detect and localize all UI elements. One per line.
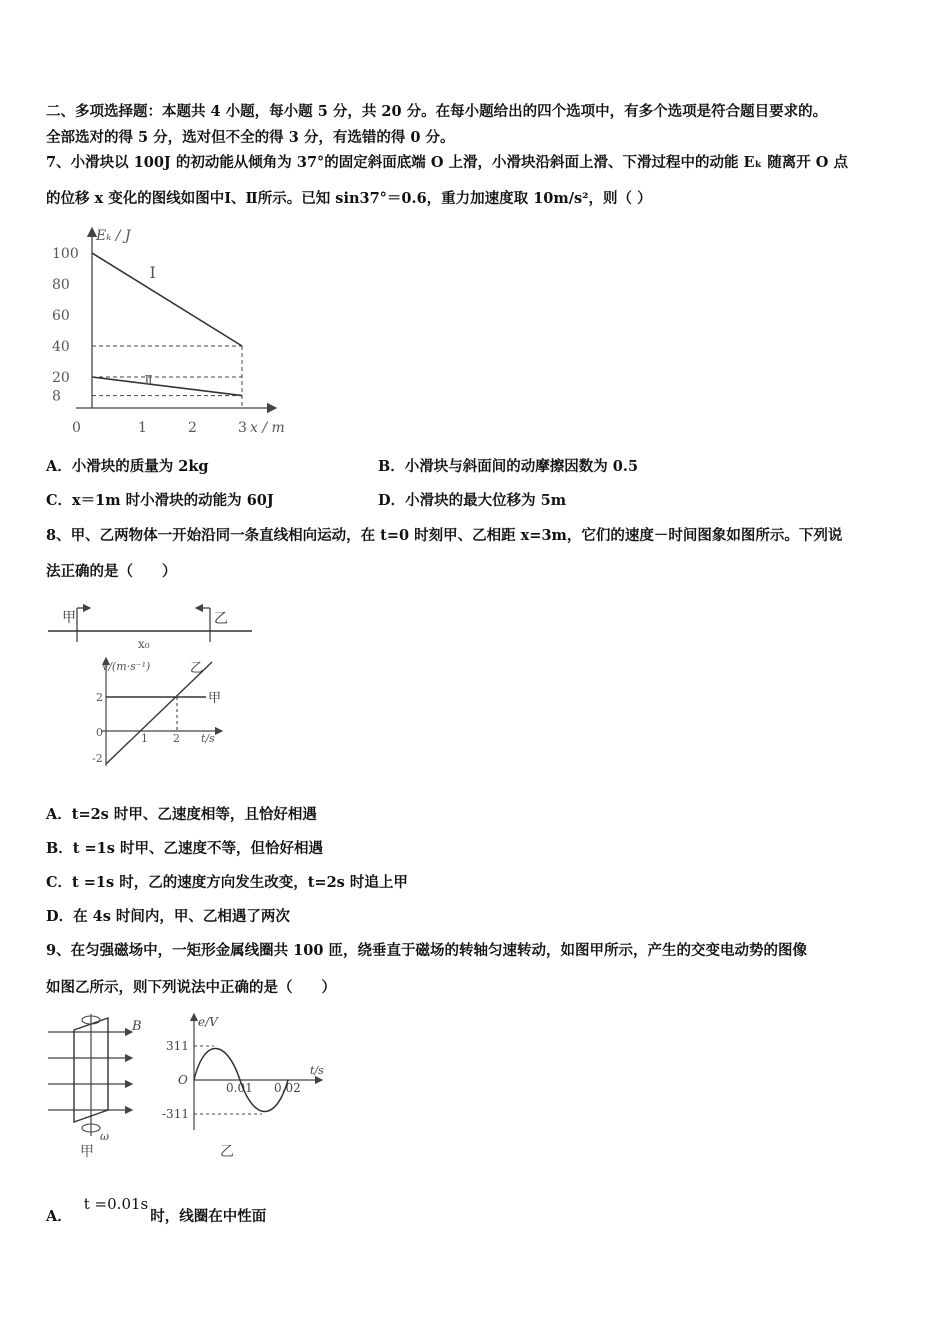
q7-ytick-100: 100	[52, 246, 79, 262]
q9-coil-diagram	[48, 1014, 142, 1160]
q9-e-t-graph	[162, 1014, 324, 1160]
q8-yi-label: 乙	[214, 611, 228, 627]
q8-figure	[44, 598, 264, 782]
q7-xtick-0: 0	[72, 420, 81, 436]
q9-origin-label: O	[178, 1073, 188, 1087]
q9-ytick-neg311: -311	[162, 1107, 189, 1121]
q9-stem-line1: 9、在匀强磁场中，一矩形金属线圈共 100 匝，绕垂直于磁场的转轴匀速转动，如图甲所示，产生的交变电动势的图像	[46, 942, 807, 959]
q9-option-a-text: 时，线圈在中性面	[150, 1208, 267, 1225]
q8-option-c[interactable]: C．t =1s 时，乙的速度方向发生改变，t=2s 时追上甲	[46, 874, 408, 891]
q9-omega-label: ω	[100, 1130, 109, 1143]
q7-figure	[44, 220, 304, 444]
q9-stem-line2: 如图乙所示，则下列说法中正确的是（ ）	[46, 979, 336, 996]
q8-ytick-0: 0	[96, 726, 103, 739]
q8-xtick-1: 1	[141, 732, 148, 745]
q7-ytick-80: 80	[52, 277, 70, 293]
q7-series-I	[92, 253, 242, 346]
q8-option-d[interactable]: D．在 4s 时间内，甲、乙相遇了两次	[46, 908, 290, 925]
q9-jia-label: 甲	[80, 1144, 94, 1160]
q7-xtick-2: 2	[188, 420, 197, 436]
q7-option-c[interactable]: C．x＝1m 时小滑块的动能为 60J	[46, 492, 274, 509]
q8-jia-label: 甲	[62, 610, 76, 626]
q8-graph-jia-label: 甲	[208, 691, 222, 706]
q9-option-a-prefix: A．	[46, 1208, 72, 1225]
q8-yi-series	[106, 662, 212, 764]
q7-y-axis-label: Eₖ / J	[96, 228, 131, 244]
q7-x-axis-label: x / m	[250, 420, 285, 436]
q9-xtick-002: 0.02	[274, 1081, 301, 1095]
q7-option-d[interactable]: D．小滑块的最大位移为 5m	[378, 492, 567, 509]
q9-option-a[interactable]	[46, 1195, 267, 1227]
q9-e-axis-label: e/V	[198, 1015, 218, 1029]
q7-option-b[interactable]: B．小滑块与斜面间的动摩擦因数为 0.5	[378, 458, 639, 475]
q8-diagram	[44, 598, 264, 778]
q7-stem-line1: 7、小滑块以 100J 的初动能从倾角为 37°的固定斜面底端 O 上滑，小滑块沿斜面上滑、下滑过程中的动能 Eₖ 随离开 O 点	[46, 154, 848, 171]
q9-ytick-311: 311	[166, 1039, 189, 1053]
q8-t-axis-label: t/s	[201, 732, 215, 745]
q9-figure	[44, 1010, 344, 1164]
q7-series-II	[92, 377, 242, 396]
q7-ytick-60: 60	[52, 308, 70, 324]
q7-ek-x-graph	[44, 220, 304, 440]
q7-option-a[interactable]: A．小滑块的质量为 2kg	[46, 458, 209, 475]
q9-option-a-math: t =0.01s	[83, 1195, 149, 1213]
q8-option-a[interactable]: A．t=2s 时甲、乙速度相等，且恰好相遇	[46, 806, 317, 823]
q7-line-I-label: Ⅰ	[149, 262, 156, 282]
q9-b-label: B	[132, 1019, 142, 1034]
q7-stem-line2: 的位移 x 变化的图线如图中Ⅰ、Ⅱ所示。已知 sin37°＝0.6，重力加速度取 10m/s²，则（ ）	[46, 190, 652, 207]
q9-yi-label: 乙	[220, 1144, 234, 1160]
q9-xtick-001: 0.01	[226, 1081, 253, 1095]
q7-ytick-20: 20	[52, 370, 70, 386]
q7-ytick-40: 40	[52, 339, 70, 355]
section-header-line1: 二、多项选择题：本题共 4 小题，每小题 5 分，共 20 分。在每小题给出的四个选项中，有多个选项是符合题目要求的。	[46, 103, 828, 120]
section-header-line2: 全部选对的得 5 分，选对但不全的得 3 分，有选错的得 0 分。	[46, 129, 455, 146]
q8-x0-label: x₀	[138, 637, 150, 651]
q7-xtick-1: 1	[138, 420, 147, 436]
q8-stem-line2: 法正确的是（ ）	[46, 563, 177, 580]
q8-option-b[interactable]: B．t =1s 时甲、乙速度不等，但恰好相遇	[46, 840, 323, 857]
q8-ytick-2: 2	[96, 691, 103, 704]
q8-v-axis-label: v/(m·s⁻¹)	[102, 660, 151, 673]
q9-diagram	[44, 1010, 344, 1160]
q8-stem-line1: 8、甲、乙两物体一开始沿同一条直线相向运动，在 t=0 时刻甲、乙相距 x=3m，它们的速度－时间图象如图所示。下列说	[46, 527, 843, 544]
q7-line-II-label: Ⅱ	[144, 372, 153, 387]
q7-xtick-3: 3	[238, 420, 247, 436]
q8-ytick-neg2: -2	[92, 752, 103, 765]
q9-t-axis-label: t/s	[310, 1064, 324, 1077]
q7-ytick-8: 8	[52, 388, 61, 405]
q8-graph-yi-label: 乙	[190, 661, 204, 676]
q8-xtick-2: 2	[173, 732, 180, 745]
